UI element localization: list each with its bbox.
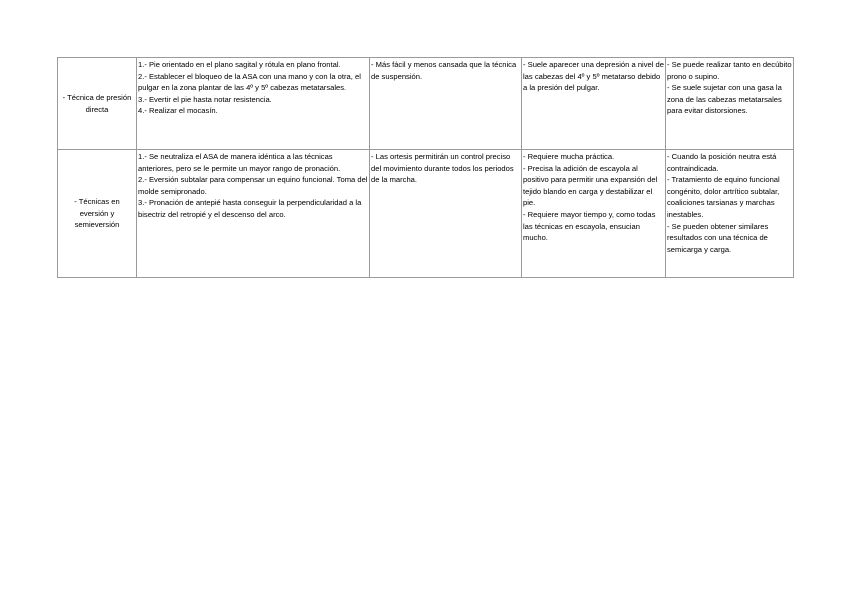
note-item: - Se pueden obtener similares resultados con una técnica de semicarga y carga. [667,221,769,254]
disadvantage-item: - Requiere mayor tiempo y, como todas las técnicas en escayola, ensucian mucho. [523,209,656,243]
procedure-step: 1.- Se neutraliza el ASA de manera idéntica a las técnicas anteriores, pero se le permite un mayor rango de pronación. [138,152,341,173]
advantages-cell [370,150,522,278]
advantages-cell [370,58,522,150]
procedure-cell [137,150,370,278]
procedure-step: 3.- Evertir el pie hasta notar resistencia. [138,94,272,104]
note-item: - Se puede realizar tanto en decúbito prono o supino. [667,60,792,81]
procedure-cell [137,58,370,150]
technique-label-cell [58,58,137,150]
disadvantages-cell [522,150,666,278]
note-item: - Se suele sujetar con una gasa la zona de las cabezas metatarsales para evitar distorsiones. [667,83,782,116]
disadvantage-item: - Precisa la adición de escayola al positivo para permitir una expansión del tejido blando en carga y destabilizar el pie. [523,163,658,208]
disadvantage-item: - Requiere mucha práctica. [523,152,615,161]
notes-cell [666,58,794,150]
procedure-step: 3.- Pronación de antepié hasta conseguir la perpendicularidad a la bisectriz del retropié y el descenso del arco. [138,198,362,219]
techniques-table [57,57,794,278]
procedure-step: 2.- Eversión subtalar para compensar un equino funcional. Toma del molde semipronado. [138,175,368,196]
procedure-step: 1.- Pie orientado en el plano sagital y rótula en plano frontal. [138,60,341,69]
technique-label-cell [58,150,137,278]
advantage-item: - Más fácil y menos cansada que la técnica de suspensión. [371,60,517,81]
disadvantages-cell [522,58,666,150]
note-item: - Tratamiento de equino funcional congénito, dolor artrítico subtalar, coaliciones tarsianas y marchas inestables. [667,175,780,219]
notes-cell [666,150,794,278]
table-row [58,150,794,278]
note-item: - Cuando la posición neutra está contraindicada. [667,152,777,173]
disadvantage-item: - Suele aparecer una depresión a nivel de las cabezas del 4º y 5º metatarso debido a la presión del pulgar. [523,60,664,93]
procedure-step: 2.- Establecer el bloqueo de la ASA con una mano y con la otra, el pulgar en la zona plantar de las 4º y 5º cabezas metatarsales. [138,71,361,93]
advantage-item: - Las ortesis permitirán un control preciso del movimiento durante todos los periodos de la marcha. [371,152,514,185]
technique-label: - Técnicas en eversión y semieversión [74,197,120,230]
procedure-step: 4.- Realizar el mocasín. [138,106,218,116]
table-row [58,58,794,150]
technique-label: - Técnica de presión directa [62,92,132,114]
